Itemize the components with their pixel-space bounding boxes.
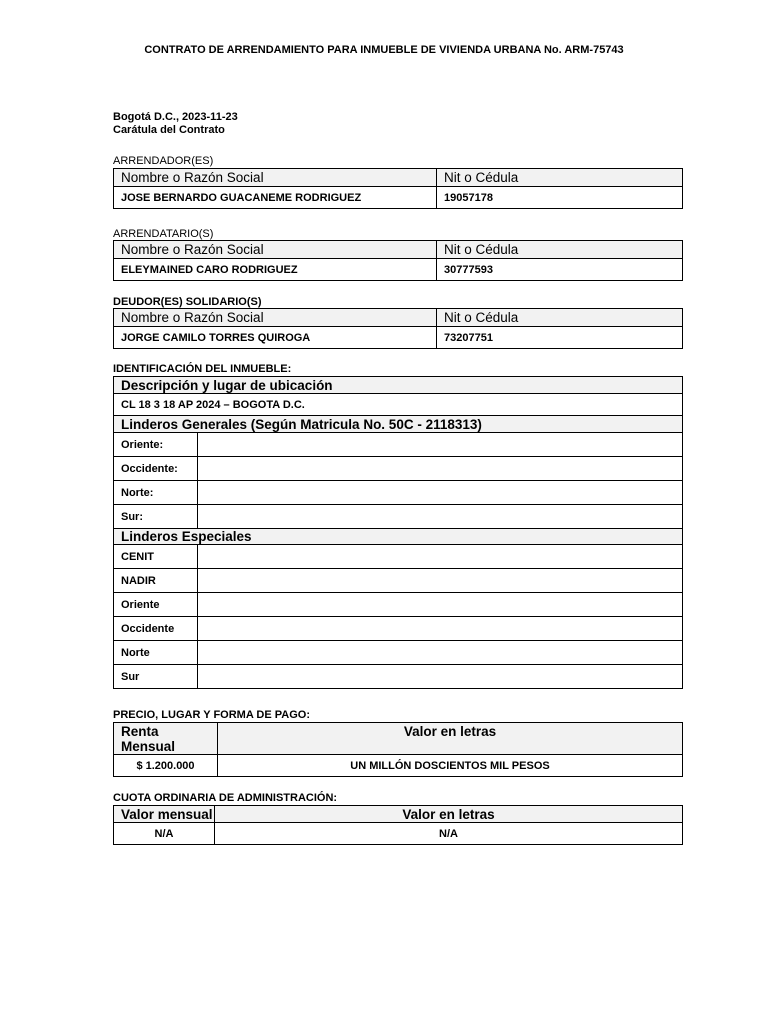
arrendador-table bbox=[113, 168, 683, 209]
especial-norte-value bbox=[198, 641, 683, 665]
especial-norte-label: Norte bbox=[114, 641, 198, 665]
renta-valor: $ 1.200.000 bbox=[114, 755, 218, 777]
precio-label: PRECIO, LUGAR Y FORMA DE PAGO: bbox=[113, 709, 310, 721]
col-id-header: Nit o Cédula bbox=[437, 169, 683, 187]
lindero-norte-value bbox=[198, 481, 683, 505]
col-name-header: Nombre o Razón Social bbox=[114, 309, 437, 327]
col-name-header: Nombre o Razón Social bbox=[114, 169, 437, 187]
cuota-letras-header: Valor en letras bbox=[215, 806, 683, 823]
lindero-occidente-value bbox=[198, 457, 683, 481]
especial-cenit-value bbox=[198, 545, 683, 569]
especial-occidente-value bbox=[198, 617, 683, 641]
valor-letras-header: Valor en letras bbox=[218, 723, 683, 755]
arrendatario-name: ELEYMAINED CARO RODRIGUEZ bbox=[114, 259, 437, 281]
lindero-sur-value bbox=[198, 505, 683, 529]
deudor-label: DEUDOR(ES) SOLIDARIO(S) bbox=[113, 296, 262, 308]
linderos-generales-header: Linderos Generales (Según Matricula No. 50C - 2118313) bbox=[114, 416, 683, 433]
place-date: Bogotá D.C., 2023-11-23 bbox=[113, 111, 238, 123]
cuota-label: CUOTA ORDINARIA DE ADMINISTRACIÓN: bbox=[113, 792, 338, 804]
especial-nadir-value bbox=[198, 569, 683, 593]
document-title: CONTRATO DE ARRENDAMIENTO PARA INMUEBLE DE VIVIENDA URBANA No. ARM-75743 bbox=[144, 44, 624, 56]
especial-occidente-label: Occidente bbox=[114, 617, 198, 641]
valor-mensual-header: Valor mensual bbox=[114, 806, 215, 823]
lindero-occidente-label: Occidente: bbox=[114, 457, 198, 481]
cuota-letras: N/A bbox=[215, 823, 683, 845]
deudor-id: 73207751 bbox=[437, 327, 683, 349]
col-id-header: Nit o Cédula bbox=[437, 241, 683, 259]
arrendatario-table bbox=[113, 240, 683, 281]
deudor-table bbox=[113, 308, 683, 349]
renta-header: Renta Mensual bbox=[114, 723, 218, 755]
lindero-oriente-label: Oriente: bbox=[114, 433, 198, 457]
arrendatario-id: 30777593 bbox=[437, 259, 683, 281]
especial-sur-label: Sur bbox=[114, 665, 198, 689]
col-name-header: Nombre o Razón Social bbox=[114, 241, 437, 259]
caratula-label: Carátula del Contrato bbox=[113, 124, 225, 136]
especial-nadir-label: NADIR bbox=[114, 569, 198, 593]
lindero-norte-label: Norte: bbox=[114, 481, 198, 505]
arrendatario-label: ARRENDATARIO(S) bbox=[113, 228, 214, 240]
cuota-valor: N/A bbox=[114, 823, 215, 845]
especial-cenit-label: CENIT bbox=[114, 545, 198, 569]
especial-oriente-label: Oriente bbox=[114, 593, 198, 617]
especial-oriente-value bbox=[198, 593, 683, 617]
cuota-table bbox=[113, 805, 683, 845]
deudor-name: JORGE CAMILO TORRES QUIROGA bbox=[114, 327, 437, 349]
linderos-especiales-header: Linderos Especiales bbox=[114, 529, 683, 545]
inmueble-label: IDENTIFICACIÓN DEL INMUEBLE: bbox=[113, 363, 292, 375]
arrendador-name: JOSE BERNARDO GUACANEME RODRIGUEZ bbox=[114, 187, 437, 209]
address: CL 18 3 18 AP 2024 – BOGOTA D.C. bbox=[114, 394, 683, 416]
arrendador-id: 19057178 bbox=[437, 187, 683, 209]
inmueble-table bbox=[113, 376, 683, 689]
desc-header: Descripción y lugar de ubicación bbox=[114, 377, 683, 394]
arrendador-label: ARRENDADOR(ES) bbox=[113, 155, 214, 167]
precio-table bbox=[113, 722, 683, 777]
renta-letras: UN MILLÓN DOSCIENTOS MIL PESOS bbox=[218, 755, 683, 777]
lindero-oriente-value bbox=[198, 433, 683, 457]
lindero-sur-label: Sur: bbox=[114, 505, 198, 529]
col-id-header: Nit o Cédula bbox=[437, 309, 683, 327]
especial-sur-value bbox=[198, 665, 683, 689]
